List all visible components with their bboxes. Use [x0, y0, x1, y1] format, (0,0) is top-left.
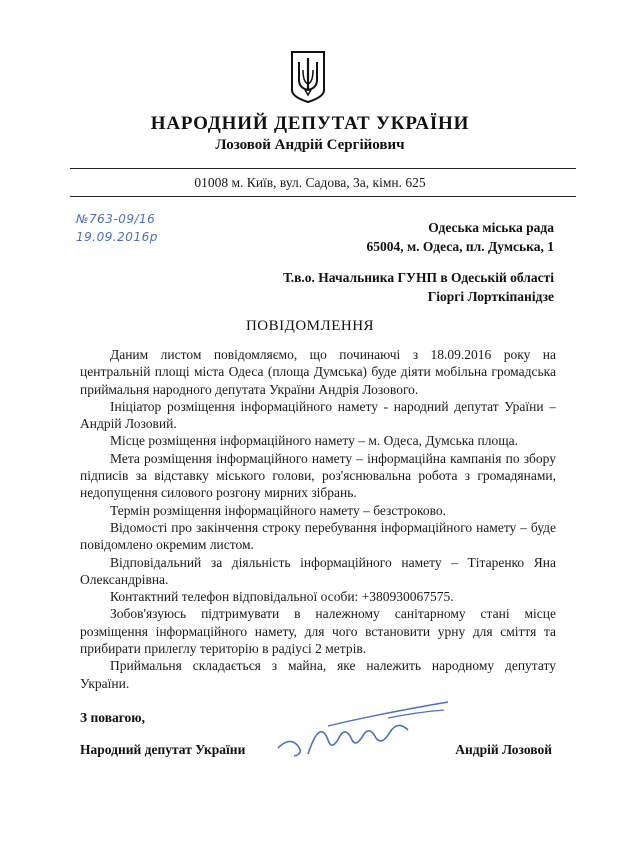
recipient-police-chief-position: Т.в.о. Начальника ГУНП в Одеській області — [283, 270, 554, 285]
handwritten-signature — [268, 696, 468, 766]
letter-body — [80, 346, 556, 692]
trident-emblem-icon — [288, 50, 328, 104]
paragraph: Місце розміщення інформаційного намету – м. Одеса, Думська площа. — [110, 433, 519, 449]
deputy-name: Лозовой Андрій Сергійович — [215, 137, 405, 153]
paragraph: Ініціатор розміщення інформаційного намету - народний депутат Ураїни – Андрій Лозовий. — [80, 398, 556, 432]
paragraph: Термін розміщення інформаційного намету – безстроково. — [110, 502, 446, 518]
closing-regards: З повагою, — [80, 710, 145, 725]
paragraph: Контактний телефон відповідальної особи: +380930067575. — [110, 589, 454, 605]
paragraph: Даним листом повідомляємо, що починаючі з 18.09.2016 року на центральній площі міста Одеса (площа Думська) буде діяти мобільна громадська приймальня народного депутата України Андрія Лозового. — [80, 347, 556, 397]
signer-position: Народний депутат України — [80, 742, 246, 757]
paragraph: Відповідальний за діяльність інформаційного намету – Тітаренко Яна Олександрівна. — [80, 554, 556, 587]
recipient-city-council-address: 65004, м. Одеса, пл. Думська, 1 — [366, 239, 554, 254]
registration-number: №763-09/16 — [76, 212, 156, 226]
recipient-police-chief-name: Гіоргі Лорткіпанідзе — [427, 289, 554, 304]
document-title: ПОВІДОМЛЕННЯ — [245, 318, 375, 334]
recipient-city-council — [366, 218, 554, 256]
header-rule-top — [70, 168, 576, 169]
header-rule-bottom — [70, 196, 576, 197]
recipient-police-chief — [283, 268, 554, 306]
paragraph: Мета розміщення інформаційного намету – інформаційна кампанія по збору підписів за відставку міського голови, роз'яснювальна робота з громадянами, недопущення силового розгону мирних зібрань. — [80, 450, 556, 501]
recipient-city-council-name: Одеська міська рада — [428, 220, 554, 235]
office-address: 01008 м. Київ, вул. Садова, 3а, кімн. 625 — [194, 175, 426, 190]
signer-name: Андрій Лозовой — [455, 742, 552, 757]
deputy-title: НАРОДНИЙ ДЕПУТАТ УКРАЇНИ — [150, 113, 470, 134]
paragraph: Приймальня складається з майна, яке належить народному депутату України. — [80, 658, 556, 691]
registration-date: 19.09.2016р — [76, 230, 158, 244]
paragraph: Зобов'язуюсь підтримувати в належному санітарному стані місце розміщення інформаційного намету, для чого встановити урну для сміття та прибирати прилеглу територію в радіусі 2 метрів. — [80, 606, 556, 657]
paragraph: Відомості про закінчення строку перебування інформаційного намету – буде повідомлено окремим листом. — [80, 519, 556, 553]
